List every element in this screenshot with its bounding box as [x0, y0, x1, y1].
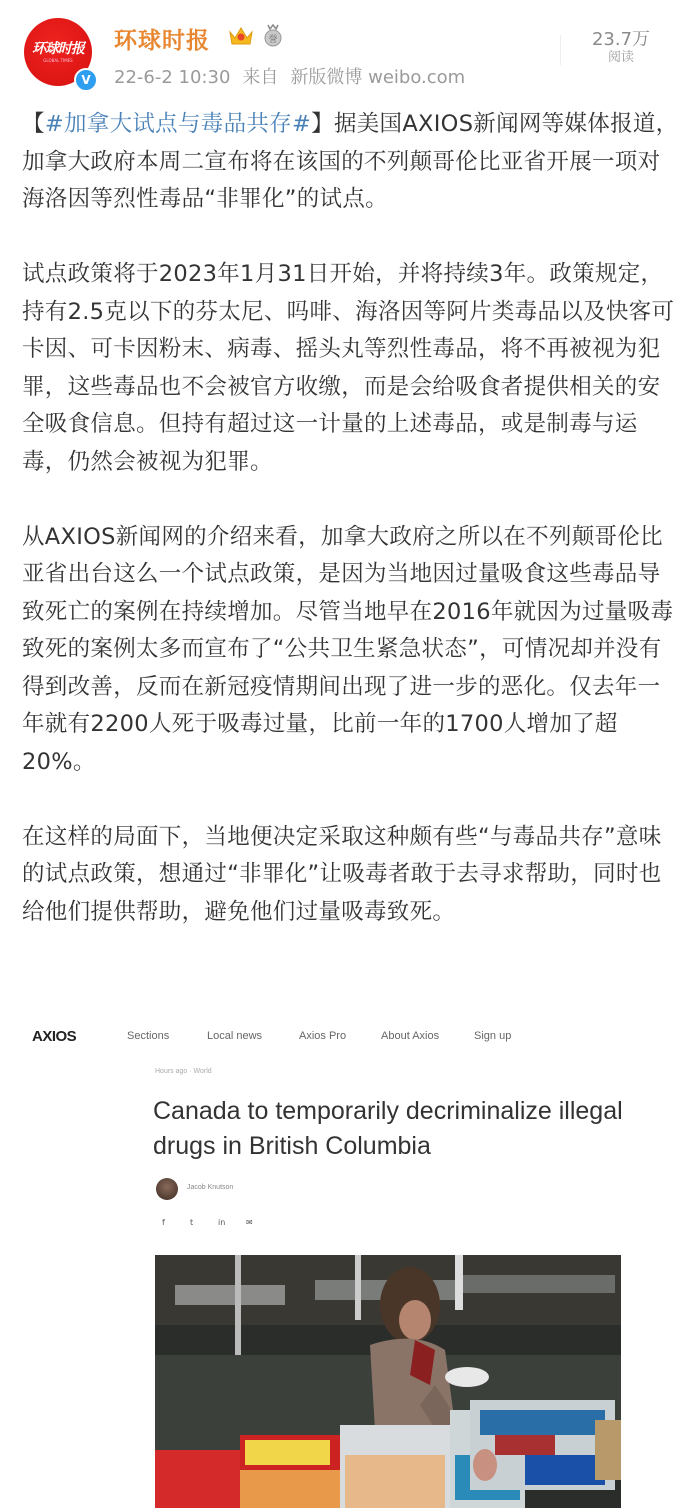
header-divider — [560, 35, 561, 65]
post-meta — [114, 63, 477, 89]
verified-badge-icon: V — [74, 68, 98, 92]
paragraph-2: 试点政策将于2023年1月31日开始，并将持续3年。政策规定，持有2.5克以下的芬太尼、吗啡、海洛因等阿片类毒品以及快客可卡因、可卡因粉末、病毒、摇头丸等烈性毒品，将不再被视为犯罪，这些毒品也不会被官方收缴，而是会给吸食者提供相关的安全吸食信息。但持有超过这一计量的上述毒品，或是制毒与运毒，仍然会被视为犯罪。 — [22, 261, 675, 475]
author-name[interactable]: 环球时报 — [114, 28, 210, 54]
twitter-icon: t — [190, 1218, 194, 1227]
avatar-logo-text: 环球时报 — [32, 41, 84, 57]
hashtag-link[interactable]: #加拿大试点与毒品共存# — [44, 111, 312, 137]
paragraph-1 — [22, 106, 682, 219]
nav-sections: Sections — [127, 1030, 170, 1042]
source-prefix: 来自 — [242, 67, 279, 88]
paragraph-4: 在这样的局面下，当地便决定采取这种颇有些“与毒品共存”意味的试点政策，想通过“非罪化”让吸毒者敢于去寻求帮助，同时也给他们提供帮助，避免他们过量吸毒致死。 — [22, 823, 662, 925]
article-headline: Canada to temporarily decriminalize illegal drugs in British Columbia — [153, 1097, 623, 1160]
email-icon: ✉ — [246, 1218, 253, 1227]
read-count-label: 阅读 — [607, 50, 634, 65]
bracket-close: 】 — [311, 111, 334, 137]
author-avatar[interactable] — [24, 18, 92, 86]
nav-axios-pro: Axios Pro — [299, 1030, 347, 1042]
bracket-open: 【 — [22, 111, 45, 137]
post-timestamp[interactable]: 22-6-2 10:30 — [114, 67, 231, 88]
article-author-avatar — [156, 1178, 178, 1200]
facebook-icon: f — [162, 1218, 165, 1227]
linkedin-icon: in — [218, 1218, 226, 1227]
read-count-value: 23.7万 — [591, 29, 651, 50]
nav-sign-up: Sign up — [474, 1030, 512, 1042]
crown-badge-icon[interactable] — [228, 24, 254, 46]
nav-about-axios: About Axios — [381, 1030, 440, 1042]
post-body — [22, 106, 682, 969]
article-photo — [155, 1255, 621, 1508]
paragraph-1-text: 据美国AXIOS新闻网等媒体报道，加拿大政府本周二宣布将在该国的不列颠哥伦比亚省开展一项对海洛因等烈性毒品“非罪化”的试点。 — [22, 111, 679, 212]
paragraph-3: 从AXIOS新闻网的介绍来看，加拿大政府之所以在不列颠哥伦比亚省出台这么一个试点政策，是因为当地因过量吸食这些毒品导致死亡的案例在持续增加。尽管当地早在2016年就因为过量吸毒致死的案例太多而宣布了“公共卫生紧急状态”，可情况却并没有得到改善，反而在新冠疫情期间出现了进一步的恶化。仅去年一年就有2200人死于吸毒过量，比前一年的1700人增加了超20%。 — [22, 523, 674, 775]
axios-logo: AXIOS — [32, 1028, 77, 1045]
avatar-logo-subtext: GLOBAL TIMES — [43, 58, 73, 63]
read-count — [576, 30, 666, 66]
article-crumb: Hours ago · World — [155, 1068, 212, 1075]
honor-medal-icon[interactable] — [262, 23, 284, 47]
embedded-article-screenshot[interactable] — [0, 1018, 700, 1510]
svg-text:誉: 誉 — [268, 35, 278, 45]
article-author-name: Jacob Knutson — [187, 1184, 234, 1191]
nav-local-news: Local news — [207, 1030, 263, 1042]
post-source[interactable]: 新版微博 weibo.com — [290, 67, 466, 88]
post-header — [0, 0, 700, 100]
